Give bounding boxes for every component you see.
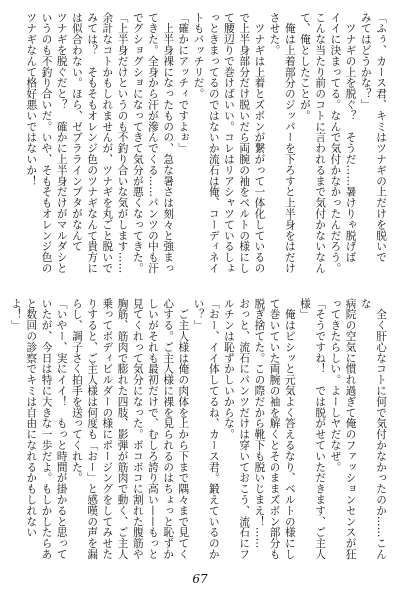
text-column: て巻いていた両腕の袖を解くとそのままズボン部分も脱ぎ捨てた。この際だから靴下も脱いじまえ！…… bbox=[253, 298, 281, 560]
text-column: ツナギは上着とズボンが繋がって一体化しているので上半身部分だけ脱いだら両腕の袖をベルトの様にして腰辺りで巻けばいい。コレはリアシャツているしょ bbox=[222, 12, 266, 274]
text-column: 上半身裸になったものの、急な暑さは刻々と強まってきた。全身から汗が滲んでくる……パンツの中も汗でグショグショになってきて気分が悪くなってきた。 bbox=[131, 12, 175, 274]
page-number: 67 bbox=[192, 572, 208, 586]
text-column: 「いやー、実にイイ！ もっと時間が掛かると思っていたが、今日は特に大きな一歩だよ。もしかしたらあと数回の診察でキミは自由になれるかもしれないよ！」 bbox=[10, 298, 68, 560]
text-block-top bbox=[14, 12, 388, 282]
text-column: ツナギの上を脱ぐ？ そうだ……暑けりゃ脱げば bbox=[344, 12, 357, 263]
text-column: 俺は上着部分のジッパーを下ろすと上半身をはだけさせた。 bbox=[268, 12, 296, 274]
text-column: 様」 bbox=[298, 298, 311, 320]
text-column: 病院の空気に慣れ過ぎて俺のファッションセンスが狂ってきたらしい。よーしヤだなぜ。 bbox=[329, 298, 357, 560]
text-column: 「上半身だけというのも不釣り合いな気がします……余計なコトかもしれませんが、ツナギを丸ごと脱いで bbox=[101, 12, 129, 274]
text-column: ツナギを脱ぐだと？ 確かに上半身だけがマルダシというのも不釣り合いだ。いや、そもそもオレンジ色のツナギなんて格好悪いではないか！ bbox=[25, 12, 68, 274]
text-column: みてはどうかな？」 bbox=[359, 12, 372, 111]
text-column: おっと、流石にパンツだけは穿いておこう、流石にフ bbox=[238, 298, 251, 560]
text-column: 乗ってボディビルダーの様にポージングをしてみせたりすると、ご主人様は何度も「おー」と感嘆の声を漏らし、調子さく拍手を送ってくれた。 bbox=[70, 298, 114, 560]
text-column: 心する。ご主人様に裸を見られるのはちょっと恥ずかしいがそれも最初だけで、むしろ誇り高い——もっと見てくれって気分になった。ボコボコに割れた腹筋や胸筋、筋肉で膨れた四肢、影弾が筋肉で動く、ご主人 bbox=[116, 298, 175, 560]
text-column: 「おー、イイ体してるね、カース君。鍛えているのかい？」 bbox=[192, 298, 220, 560]
text-column: 俺はピシッと元気よく答えるなり、ベルトの様にし bbox=[283, 298, 296, 560]
text-block-bottom bbox=[10, 298, 388, 560]
text-column: ルチンは恥ずかしいからな。 bbox=[222, 298, 235, 440]
text-column: みては？ そもそもオレンジ色のツナギなんて貴方には似合わない。ほら、ゼブララインプタがなんて bbox=[70, 12, 99, 274]
text-column: こんな当たり前のコトに言われるまで気付かないなんて、俺としたことが。 bbox=[298, 12, 327, 274]
text-column: 全く肝心なコトに何で気付かなかったのか……こんな bbox=[359, 298, 387, 560]
text-column: 「確かにアッチィですよぉ」 bbox=[177, 12, 190, 154]
text-column: 「そうですね！ では脱がせていただきます、ご主人 bbox=[314, 298, 327, 560]
text-column: っときまってるのではないか流石は俺、コーディネイトもバッチリだ。 bbox=[192, 12, 220, 274]
text-column: ご主人様は俺の肉体を上から下まで隅々まで見てく bbox=[177, 298, 190, 560]
text-column: 「ふぅ、カース君、キミはツナギの上だけを脱いで bbox=[375, 12, 387, 263]
text-column: イイに決まってる。なんで気付かなかったんだろう。 bbox=[329, 12, 342, 274]
